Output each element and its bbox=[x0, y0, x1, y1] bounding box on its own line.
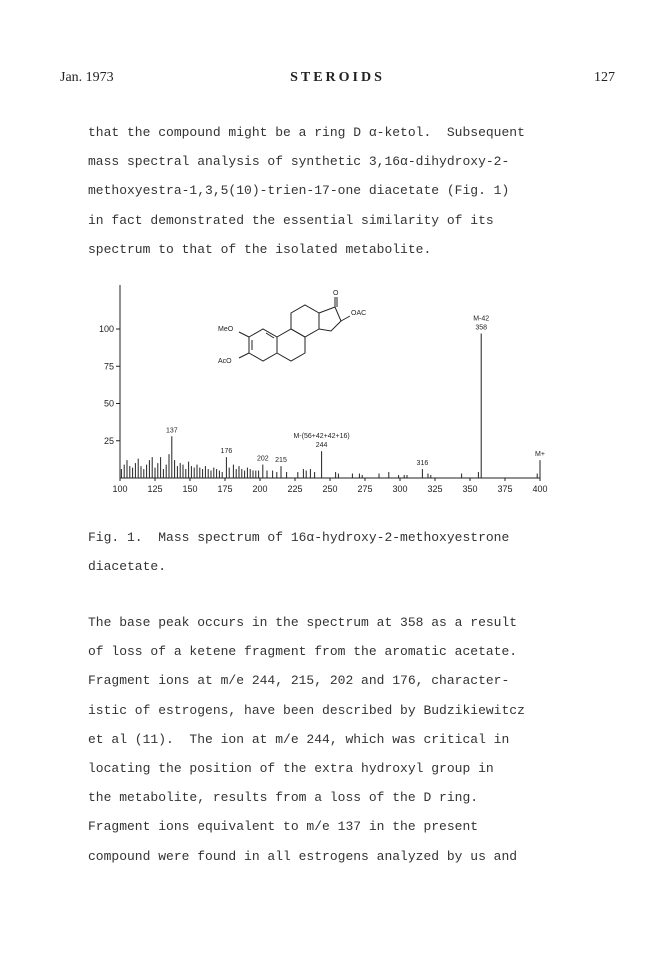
y-tick-label: 25 bbox=[103, 435, 114, 446]
peak-annotation: 316 bbox=[416, 460, 429, 468]
peak-annotation: M-42 bbox=[473, 315, 490, 323]
mass-spectrum-figure bbox=[92, 285, 562, 500]
peak-annotation: 358 bbox=[475, 324, 488, 332]
x-tick-label: 175 bbox=[217, 484, 233, 494]
text-line: the metabolite, results from a loss of the D ring. bbox=[88, 790, 479, 806]
journal-title: STEROIDS bbox=[290, 70, 385, 85]
text-line: of loss of a ketene fragment from the aromatic acetate. bbox=[88, 644, 518, 660]
x-tick-label: 375 bbox=[497, 484, 513, 494]
peak-annotation: 176 bbox=[220, 448, 233, 456]
text-line: Fragment ions equivalent to m/e 137 in the present bbox=[88, 819, 479, 835]
steroid-structure bbox=[239, 297, 350, 361]
text-line: that the compound might be a ring D α-ketol. Subsequent bbox=[88, 125, 525, 140]
structure-bond bbox=[239, 353, 249, 358]
chart-bars bbox=[121, 333, 540, 478]
peak-annotation: M+ bbox=[535, 451, 545, 459]
caption-line: diacetate. bbox=[88, 559, 167, 575]
y-tick-label: 100 bbox=[98, 324, 114, 334]
chart-labels bbox=[166, 315, 545, 467]
structure-bond bbox=[266, 333, 274, 338]
paragraph-intro bbox=[88, 118, 608, 264]
x-tick-label: 125 bbox=[147, 484, 163, 494]
text-line: The base peak occurs in the spectrum at 358 as a result bbox=[88, 615, 518, 630]
peak-annotation: 137 bbox=[165, 427, 178, 435]
x-tick-label: 275 bbox=[357, 484, 373, 494]
text-line: istic of estrogens, have been described by Budzikiewitcz bbox=[88, 702, 525, 718]
figure-caption bbox=[88, 523, 608, 581]
paragraph-discussion bbox=[88, 608, 608, 871]
structure-label-ketone: O bbox=[333, 290, 339, 297]
text-line: methoxyestra-1,3,5(10)-trien-17-one diacetate (Fig. 1) bbox=[88, 183, 510, 199]
x-tick-label: 150 bbox=[182, 484, 198, 494]
caption-line: Fig. 1. Mass spectrum of 16α-hydroxy-2-methoxyestrone bbox=[88, 530, 510, 545]
structure-label-meo: MeO bbox=[218, 326, 234, 333]
x-tick-label: 300 bbox=[392, 484, 408, 494]
running-header bbox=[60, 70, 615, 90]
structure-label-oac: OAC bbox=[351, 310, 367, 317]
text-line: spectrum to that of the isolated metabolite. bbox=[88, 241, 432, 257]
x-tick-label: 200 bbox=[252, 484, 268, 494]
text-line: et al (11). The ion at m/e 244, which was critical in bbox=[88, 731, 510, 747]
peak-annotation: 202 bbox=[256, 455, 269, 463]
peak-annotation: 215 bbox=[275, 457, 287, 465]
text-line: locating the position of the extra hydroxyl group in bbox=[88, 760, 494, 776]
text-line: Fragment ions at m/e 244, 215, 202 and 176, character- bbox=[88, 673, 510, 689]
text-line: in fact demonstrated the essential similarity of its bbox=[88, 212, 494, 228]
y-tick-label: 75 bbox=[103, 361, 114, 372]
structure-ring-d bbox=[319, 307, 341, 331]
x-tick-label: 350 bbox=[462, 484, 478, 494]
text-line: mass spectral analysis of synthetic 3,16α-dihydroxy-2- bbox=[88, 154, 510, 170]
structure-label-aco: AcO bbox=[218, 358, 232, 365]
x-tick-label: 100 bbox=[112, 484, 128, 494]
page-number: 127 bbox=[594, 70, 615, 85]
text-line: compound were found in all estrogens analyzed by us and bbox=[88, 848, 518, 864]
structure-ring-a bbox=[249, 329, 277, 361]
x-tick-label: 325 bbox=[427, 484, 443, 494]
peak-annotation: M-(56+42+42+16) bbox=[293, 433, 350, 441]
structure-bond bbox=[239, 332, 249, 337]
structure-bond bbox=[341, 316, 350, 321]
x-tick-label: 400 bbox=[532, 484, 548, 494]
header-date: Jan. 1973 bbox=[60, 70, 114, 85]
x-tick-label: 250 bbox=[322, 484, 338, 494]
x-tick-label: 225 bbox=[287, 484, 303, 494]
structure-ring-b bbox=[277, 329, 305, 361]
y-tick-label: 50 bbox=[103, 398, 114, 409]
peak-annotation: 244 bbox=[315, 442, 328, 450]
structure-ring-c bbox=[291, 305, 319, 337]
